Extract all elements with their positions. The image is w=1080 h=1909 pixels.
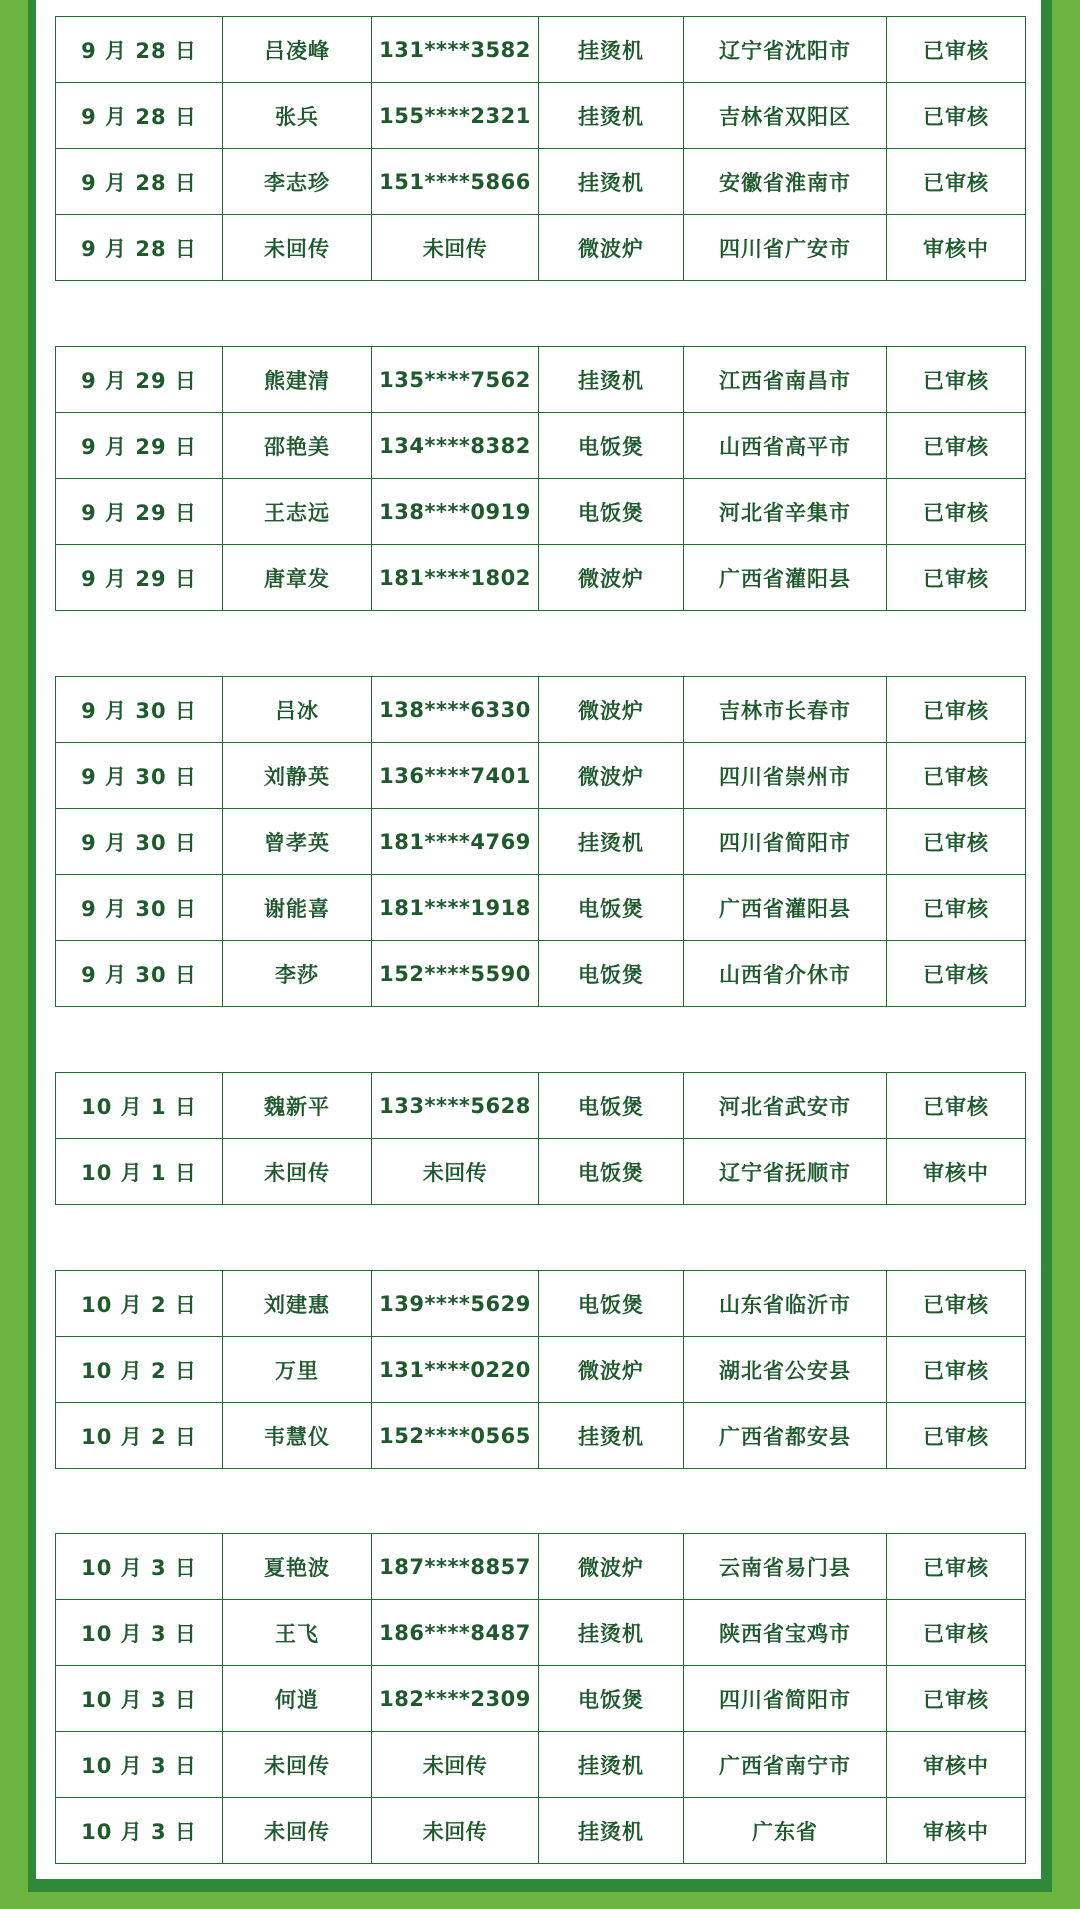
date-cell: 10 月 1 日 [56, 1139, 223, 1205]
phone-cell: 131****0220 [372, 1337, 539, 1403]
record-table [55, 676, 1026, 1007]
date-cell: 10 月 3 日 [56, 1732, 223, 1798]
table-row [56, 1732, 1026, 1798]
name-cell: 吕冰 [223, 677, 372, 743]
name-cell: 熊建清 [223, 347, 372, 413]
name-cell: 李志珍 [223, 149, 372, 215]
name-cell: 唐章发 [223, 545, 372, 611]
phone-cell: 186****8487 [372, 1600, 539, 1666]
table-row [56, 215, 1026, 281]
product-cell: 微波炉 [539, 545, 684, 611]
phone-cell: 未回传 [372, 215, 539, 281]
date-cell: 10 月 3 日 [56, 1534, 223, 1600]
name-cell: 韦慧仪 [223, 1403, 372, 1469]
status-cell: 已审核 [887, 83, 1026, 149]
name-cell: 吕凌峰 [223, 17, 372, 83]
status-cell: 已审核 [887, 479, 1026, 545]
phone-cell: 155****2321 [372, 83, 539, 149]
region-cell: 四川省简阳市 [684, 1666, 887, 1732]
status-cell: 已审核 [887, 545, 1026, 611]
region-cell: 辽宁省沈阳市 [684, 17, 887, 83]
date-cell: 9 月 30 日 [56, 809, 223, 875]
table-row [56, 347, 1026, 413]
date-cell: 10 月 3 日 [56, 1798, 223, 1864]
product-cell: 挂烫机 [539, 1798, 684, 1864]
phone-cell: 181****1918 [372, 875, 539, 941]
table-row [56, 1403, 1026, 1469]
name-cell: 王志远 [223, 479, 372, 545]
name-cell: 刘静英 [223, 743, 372, 809]
name-cell: 未回传 [223, 1798, 372, 1864]
name-cell: 魏新平 [223, 1073, 372, 1139]
date-cell: 9 月 29 日 [56, 413, 223, 479]
date-cell: 9 月 28 日 [56, 17, 223, 83]
status-cell: 已审核 [887, 941, 1026, 1007]
name-cell: 未回传 [223, 215, 372, 281]
region-cell: 云南省易门县 [684, 1534, 887, 1600]
product-cell: 微波炉 [539, 1337, 684, 1403]
phone-cell: 151****5866 [372, 149, 539, 215]
table-row [56, 479, 1026, 545]
date-cell: 9 月 30 日 [56, 941, 223, 1007]
table-row [56, 1666, 1026, 1732]
phone-cell: 138****6330 [372, 677, 539, 743]
table-row [56, 1534, 1026, 1600]
region-cell: 山东省临沂市 [684, 1271, 887, 1337]
region-cell: 四川省崇州市 [684, 743, 887, 809]
name-cell: 邵艳美 [223, 413, 372, 479]
date-cell: 10 月 2 日 [56, 1337, 223, 1403]
phone-cell: 181****4769 [372, 809, 539, 875]
phone-cell: 134****8382 [372, 413, 539, 479]
status-cell: 审核中 [887, 1139, 1026, 1205]
product-cell: 电饭煲 [539, 1139, 684, 1205]
phone-cell: 未回传 [372, 1798, 539, 1864]
region-cell: 吉林省双阳区 [684, 83, 887, 149]
status-cell: 审核中 [887, 215, 1026, 281]
product-cell: 挂烫机 [539, 149, 684, 215]
status-cell: 已审核 [887, 149, 1026, 215]
status-cell: 已审核 [887, 17, 1026, 83]
table-row [56, 413, 1026, 479]
region-cell: 辽宁省抚顺市 [684, 1139, 887, 1205]
phone-cell: 135****7562 [372, 347, 539, 413]
record-table [55, 1072, 1026, 1205]
product-cell: 电饭煲 [539, 1073, 684, 1139]
region-cell: 江西省南昌市 [684, 347, 887, 413]
phone-cell: 139****5629 [372, 1271, 539, 1337]
product-cell: 电饭煲 [539, 1271, 684, 1337]
product-cell: 电饭煲 [539, 413, 684, 479]
table-row [56, 545, 1026, 611]
table-row [56, 743, 1026, 809]
phone-cell: 未回传 [372, 1139, 539, 1205]
product-cell: 挂烫机 [539, 1600, 684, 1666]
phone-cell: 138****0919 [372, 479, 539, 545]
date-cell: 9 月 28 日 [56, 149, 223, 215]
date-cell: 10 月 3 日 [56, 1600, 223, 1666]
status-cell: 审核中 [887, 1732, 1026, 1798]
name-cell: 万里 [223, 1337, 372, 1403]
status-cell: 已审核 [887, 1666, 1026, 1732]
record-table [55, 16, 1026, 281]
table-row [56, 1073, 1026, 1139]
table-row [56, 1337, 1026, 1403]
status-cell: 审核中 [887, 1798, 1026, 1864]
region-cell: 广西省灌阳县 [684, 545, 887, 611]
name-cell: 曾孝英 [223, 809, 372, 875]
product-cell: 微波炉 [539, 743, 684, 809]
name-cell: 未回传 [223, 1732, 372, 1798]
date-cell: 10 月 2 日 [56, 1403, 223, 1469]
phone-cell: 182****2309 [372, 1666, 539, 1732]
date-cell: 9 月 29 日 [56, 347, 223, 413]
status-cell: 已审核 [887, 1600, 1026, 1666]
region-cell: 山西省介休市 [684, 941, 887, 1007]
table-row [56, 83, 1026, 149]
product-cell: 微波炉 [539, 215, 684, 281]
product-cell: 微波炉 [539, 677, 684, 743]
region-cell: 河北省辛集市 [684, 479, 887, 545]
table-row [56, 17, 1026, 83]
table-row [56, 875, 1026, 941]
region-cell: 四川省广安市 [684, 215, 887, 281]
region-cell: 吉林市长春市 [684, 677, 887, 743]
region-cell: 广西省都安县 [684, 1403, 887, 1469]
date-cell: 9 月 29 日 [56, 479, 223, 545]
table-row [56, 149, 1026, 215]
status-cell: 已审核 [887, 413, 1026, 479]
name-cell: 何逍 [223, 1666, 372, 1732]
phone-cell: 131****3582 [372, 17, 539, 83]
date-cell: 9 月 29 日 [56, 545, 223, 611]
status-cell: 已审核 [887, 1073, 1026, 1139]
phone-cell: 181****1802 [372, 545, 539, 611]
product-cell: 微波炉 [539, 1534, 684, 1600]
product-cell: 电饭煲 [539, 941, 684, 1007]
product-cell: 挂烫机 [539, 17, 684, 83]
product-cell: 挂烫机 [539, 809, 684, 875]
table-row [56, 1139, 1026, 1205]
record-table [55, 346, 1026, 611]
product-cell: 挂烫机 [539, 83, 684, 149]
region-cell: 四川省简阳市 [684, 809, 887, 875]
date-cell: 9 月 30 日 [56, 677, 223, 743]
name-cell: 谢能喜 [223, 875, 372, 941]
date-cell: 9 月 28 日 [56, 83, 223, 149]
status-cell: 已审核 [887, 347, 1026, 413]
table-row [56, 677, 1026, 743]
product-cell: 电饭煲 [539, 1666, 684, 1732]
date-cell: 9 月 28 日 [56, 215, 223, 281]
phone-cell: 未回传 [372, 1732, 539, 1798]
name-cell: 李莎 [223, 941, 372, 1007]
table-row [56, 809, 1026, 875]
date-cell: 9 月 30 日 [56, 875, 223, 941]
table-row [56, 1798, 1026, 1864]
phone-cell: 152****0565 [372, 1403, 539, 1469]
region-cell: 安徽省淮南市 [684, 149, 887, 215]
status-cell: 已审核 [887, 1337, 1026, 1403]
name-cell: 刘建惠 [223, 1271, 372, 1337]
region-cell: 湖北省公安县 [684, 1337, 887, 1403]
date-cell: 10 月 1 日 [56, 1073, 223, 1139]
date-cell: 9 月 30 日 [56, 743, 223, 809]
record-table [55, 1533, 1026, 1864]
phone-cell: 152****5590 [372, 941, 539, 1007]
name-cell: 张兵 [223, 83, 372, 149]
phone-cell: 136****7401 [372, 743, 539, 809]
table-row [56, 1271, 1026, 1337]
status-cell: 已审核 [887, 1271, 1026, 1337]
date-cell: 10 月 2 日 [56, 1271, 223, 1337]
status-cell: 已审核 [887, 1403, 1026, 1469]
product-cell: 电饭煲 [539, 479, 684, 545]
product-cell: 电饭煲 [539, 875, 684, 941]
status-cell: 已审核 [887, 809, 1026, 875]
region-cell: 陕西省宝鸡市 [684, 1600, 887, 1666]
product-cell: 挂烫机 [539, 1732, 684, 1798]
status-cell: 已审核 [887, 1534, 1026, 1600]
name-cell: 夏艳波 [223, 1534, 372, 1600]
table-row [56, 1600, 1026, 1666]
status-cell: 已审核 [887, 677, 1026, 743]
region-cell: 广西省南宁市 [684, 1732, 887, 1798]
name-cell: 未回传 [223, 1139, 372, 1205]
record-table [55, 1270, 1026, 1469]
status-cell: 已审核 [887, 875, 1026, 941]
region-cell: 广西省灌阳县 [684, 875, 887, 941]
date-cell: 10 月 3 日 [56, 1666, 223, 1732]
phone-cell: 133****5628 [372, 1073, 539, 1139]
product-cell: 挂烫机 [539, 347, 684, 413]
status-cell: 已审核 [887, 743, 1026, 809]
table-row [56, 941, 1026, 1007]
region-cell: 广东省 [684, 1798, 887, 1864]
phone-cell: 187****8857 [372, 1534, 539, 1600]
product-cell: 挂烫机 [539, 1403, 684, 1469]
name-cell: 王飞 [223, 1600, 372, 1666]
region-cell: 山西省高平市 [684, 413, 887, 479]
region-cell: 河北省武安市 [684, 1073, 887, 1139]
